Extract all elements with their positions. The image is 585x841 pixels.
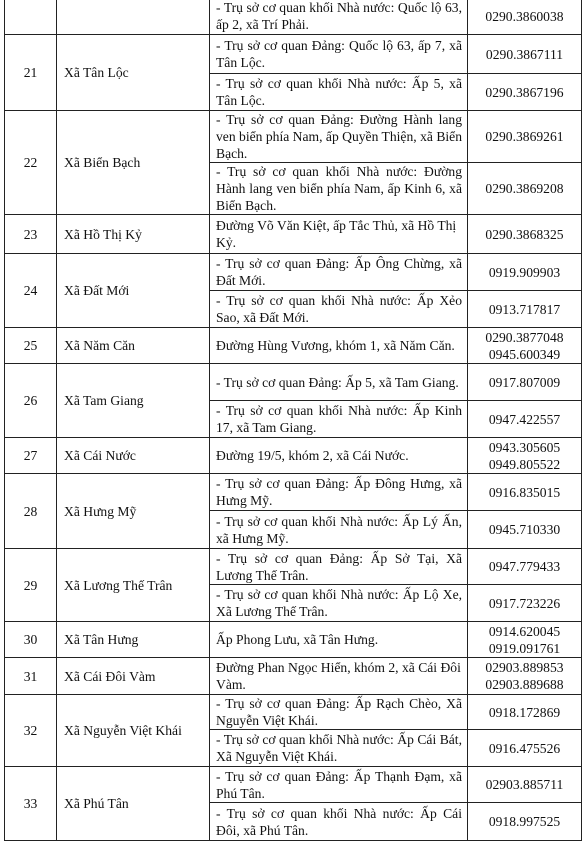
table-row (5, 549, 582, 585)
commune-name-cell: Xã Biển Bạch (57, 111, 210, 215)
address-cell: - Trụ sở cơ quan Đảng: Đường Hành lang ven biển phía Nam, ấp Quyền Thiện, xã Biển Bạch. (210, 111, 468, 163)
phone-cell (468, 254, 582, 291)
address-cell: Đường 19/5, khóm 2, xã Cái Nước. (210, 438, 468, 474)
table-row (5, 254, 582, 291)
commune-name-cell: Xã Cái Nước (57, 438, 210, 474)
row-number-cell: 30 (5, 622, 57, 658)
row-number-cell: 26 (5, 364, 57, 438)
address-cell: - Trụ sở cơ quan Đảng: Ấp Đông Hưng, xã Hưng Mỹ. (210, 474, 468, 511)
phone-cell (468, 438, 582, 474)
phone-cell (468, 511, 582, 549)
table-row (5, 364, 582, 401)
commune-name-cell: Xã Lương Thế Trân (57, 549, 210, 622)
phone-cell (468, 401, 582, 438)
row-number-cell: 25 (5, 328, 57, 364)
commune-name-cell: Xã Tân Lộc (57, 35, 210, 111)
phone-cell (468, 695, 582, 730)
phone-number: 0917.807009 (488, 374, 561, 390)
address-cell: Đường Hùng Vương, khóm 1, xã Năm Căn. (210, 328, 468, 364)
phone-cell (468, 291, 582, 328)
phone-number: 0914.620045 (488, 623, 561, 639)
table-row (5, 695, 582, 730)
table-row (5, 328, 582, 364)
phone-number: 02903.889688 (485, 677, 564, 692)
table-row (5, 474, 582, 511)
phone-cell (468, 767, 582, 803)
address-cell: - Trụ sở cơ quan Đảng: Ấp Sở Tại, Xã Lương Thế Trân. (210, 549, 468, 585)
phone-number: 0919.091761 (488, 640, 561, 656)
phone-cell (468, 328, 582, 364)
table-row (5, 0, 582, 35)
phone-number: 02903.889853 (485, 660, 564, 675)
table-row (5, 622, 582, 658)
address-cell: Đường Võ Văn Kiệt, ấp Tắc Thủ, xã Hồ Thị Kỷ. (210, 215, 468, 254)
address-cell: - Trụ sở cơ quan khối Nhà nước: Quốc lộ 63, ấp 2, xã Trí Phải. (210, 0, 468, 35)
phone-number: 0916.835015 (488, 484, 561, 500)
row-number-cell: 23 (5, 215, 57, 254)
commune-name-cell: Xã Đất Mới (57, 254, 210, 328)
phone-number: 0290.3867196 (485, 84, 564, 100)
phone-number: 0918.172869 (488, 704, 561, 720)
phone-cell (468, 215, 582, 254)
row-number-cell: 22 (5, 111, 57, 215)
row-number-cell: 21 (5, 35, 57, 111)
phone-cell (468, 622, 582, 658)
commune-name-cell: Xã Tam Giang (57, 364, 210, 438)
address-cell: - Trụ sở cơ quan Đảng: Ấp 5, xã Tam Giang. (210, 364, 468, 401)
address-cell: - Trụ sở cơ quan Đảng: Quốc lộ 63, ấp 7, xã Tân Lộc. (210, 35, 468, 74)
phone-number: 0918.997525 (488, 814, 561, 829)
phone-cell (468, 658, 582, 695)
row-number-cell: 32 (5, 695, 57, 767)
table-body (5, 0, 582, 841)
phone-number: 0947.422557 (488, 411, 561, 427)
phone-number: 0290.3860038 (485, 8, 564, 24)
address-cell: Đường Phan Ngọc Hiển, khóm 2, xã Cái Đôi Vàm. (210, 658, 468, 695)
commune-name-cell: Xã Hồ Thị Kỷ (57, 215, 210, 254)
phone-number: 0945.710330 (488, 522, 561, 537)
phone-cell (468, 803, 582, 841)
address-cell: - Trụ sở cơ quan khối Nhà nước: Ấp Kinh 17, xã Tam Giang. (210, 401, 468, 438)
address-cell: - Trụ sở cơ quan khối Nhà nước: Ấp 5, xã Tân Lộc. (210, 74, 468, 111)
address-cell: - Trụ sở cơ quan khối Nhà nước: Ấp Cái Đôi, xã Phú Tân. (210, 803, 468, 841)
table-row (5, 35, 582, 74)
phone-cell (468, 0, 582, 35)
row-number-cell: 24 (5, 254, 57, 328)
address-cell: Ấp Phong Lưu, xã Tân Hưng. (210, 622, 468, 658)
office-address-table (4, 0, 582, 841)
address-cell: - Trụ sở cơ quan khối Nhà nước: Ấp Lộ Xe, Xã Lương Thế Trân. (210, 585, 468, 622)
address-cell: - Trụ sở cơ quan khối Nhà nước: Đường Hành lang ven biển phía Nam, ấp Kinh 6, xã Biển Bạch. (210, 163, 468, 215)
phone-number: 0290.3869261 (485, 129, 564, 144)
phone-number: 0913.717817 (488, 301, 561, 317)
commune-name-cell: Xã Hưng Mỹ (57, 474, 210, 549)
phone-cell (468, 163, 582, 215)
table-row (5, 767, 582, 803)
address-cell: - Trụ sở cơ quan Đảng: Ấp Thạnh Đạm, xã Phú Tân. (210, 767, 468, 803)
phone-number: 0290.3867111 (485, 46, 564, 62)
row-number-cell: 28 (5, 474, 57, 549)
commune-name-cell: Xã Phú Tân (57, 767, 210, 841)
address-cell: - Trụ sở cơ quan khối Nhà nước: Ấp Lý Ấn, xã Hưng Mỹ. (210, 511, 468, 549)
row-number-cell: 29 (5, 549, 57, 622)
phone-cell (468, 549, 582, 585)
phone-number: 0290.3877048 (485, 329, 564, 345)
phone-number: 0917.723226 (488, 595, 561, 611)
row-number-cell: 31 (5, 658, 57, 695)
phone-number: 0290.3869208 (485, 181, 564, 196)
table-row (5, 658, 582, 695)
phone-cell (468, 730, 582, 767)
phone-cell (468, 35, 582, 74)
table-row (5, 111, 582, 163)
address-cell: - Trụ sở cơ quan Đảng: Ấp Rạch Chèo, Xã Nguyễn Việt Khái. (210, 695, 468, 730)
address-cell: - Trụ sở cơ quan khối Nhà nước: Ấp Xẻo Sao, xã Đất Mới. (210, 291, 468, 328)
commune-name-cell: Xã Nguyễn Việt Khái (57, 695, 210, 767)
table-row (5, 215, 582, 254)
table-row (5, 438, 582, 474)
phone-number: 0949.805522 (488, 456, 561, 472)
phone-cell (468, 585, 582, 622)
phone-number: 0919.909903 (488, 264, 561, 280)
phone-cell (468, 474, 582, 511)
commune-name-cell: Xã Cái Đôi Vàm (57, 658, 210, 695)
phone-number: 0290.3868325 (485, 226, 564, 242)
row-number-cell: 33 (5, 767, 57, 841)
phone-cell (468, 111, 582, 163)
phone-number: 0943.305605 (488, 439, 561, 455)
row-number-cell: 27 (5, 438, 57, 474)
phone-cell (468, 74, 582, 111)
address-cell: - Trụ sở cơ quan khối Nhà nước: Ấp Cái Bát, Xã Nguyễn Việt Khái. (210, 730, 468, 767)
phone-number: 0947.779433 (488, 559, 561, 574)
phone-cell (468, 364, 582, 401)
commune-name-cell (57, 0, 210, 35)
address-cell: - Trụ sở cơ quan Đảng: Ấp Ông Chừng, xã Đất Mới. (210, 254, 468, 291)
phone-number: 0916.475526 (488, 740, 561, 756)
commune-name-cell: Xã Tân Hưng (57, 622, 210, 658)
phone-number: 02903.885711 (485, 777, 564, 792)
commune-name-cell: Xã Năm Căn (57, 328, 210, 364)
row-number-cell (5, 0, 57, 35)
phone-number: 0945.600349 (488, 346, 561, 362)
